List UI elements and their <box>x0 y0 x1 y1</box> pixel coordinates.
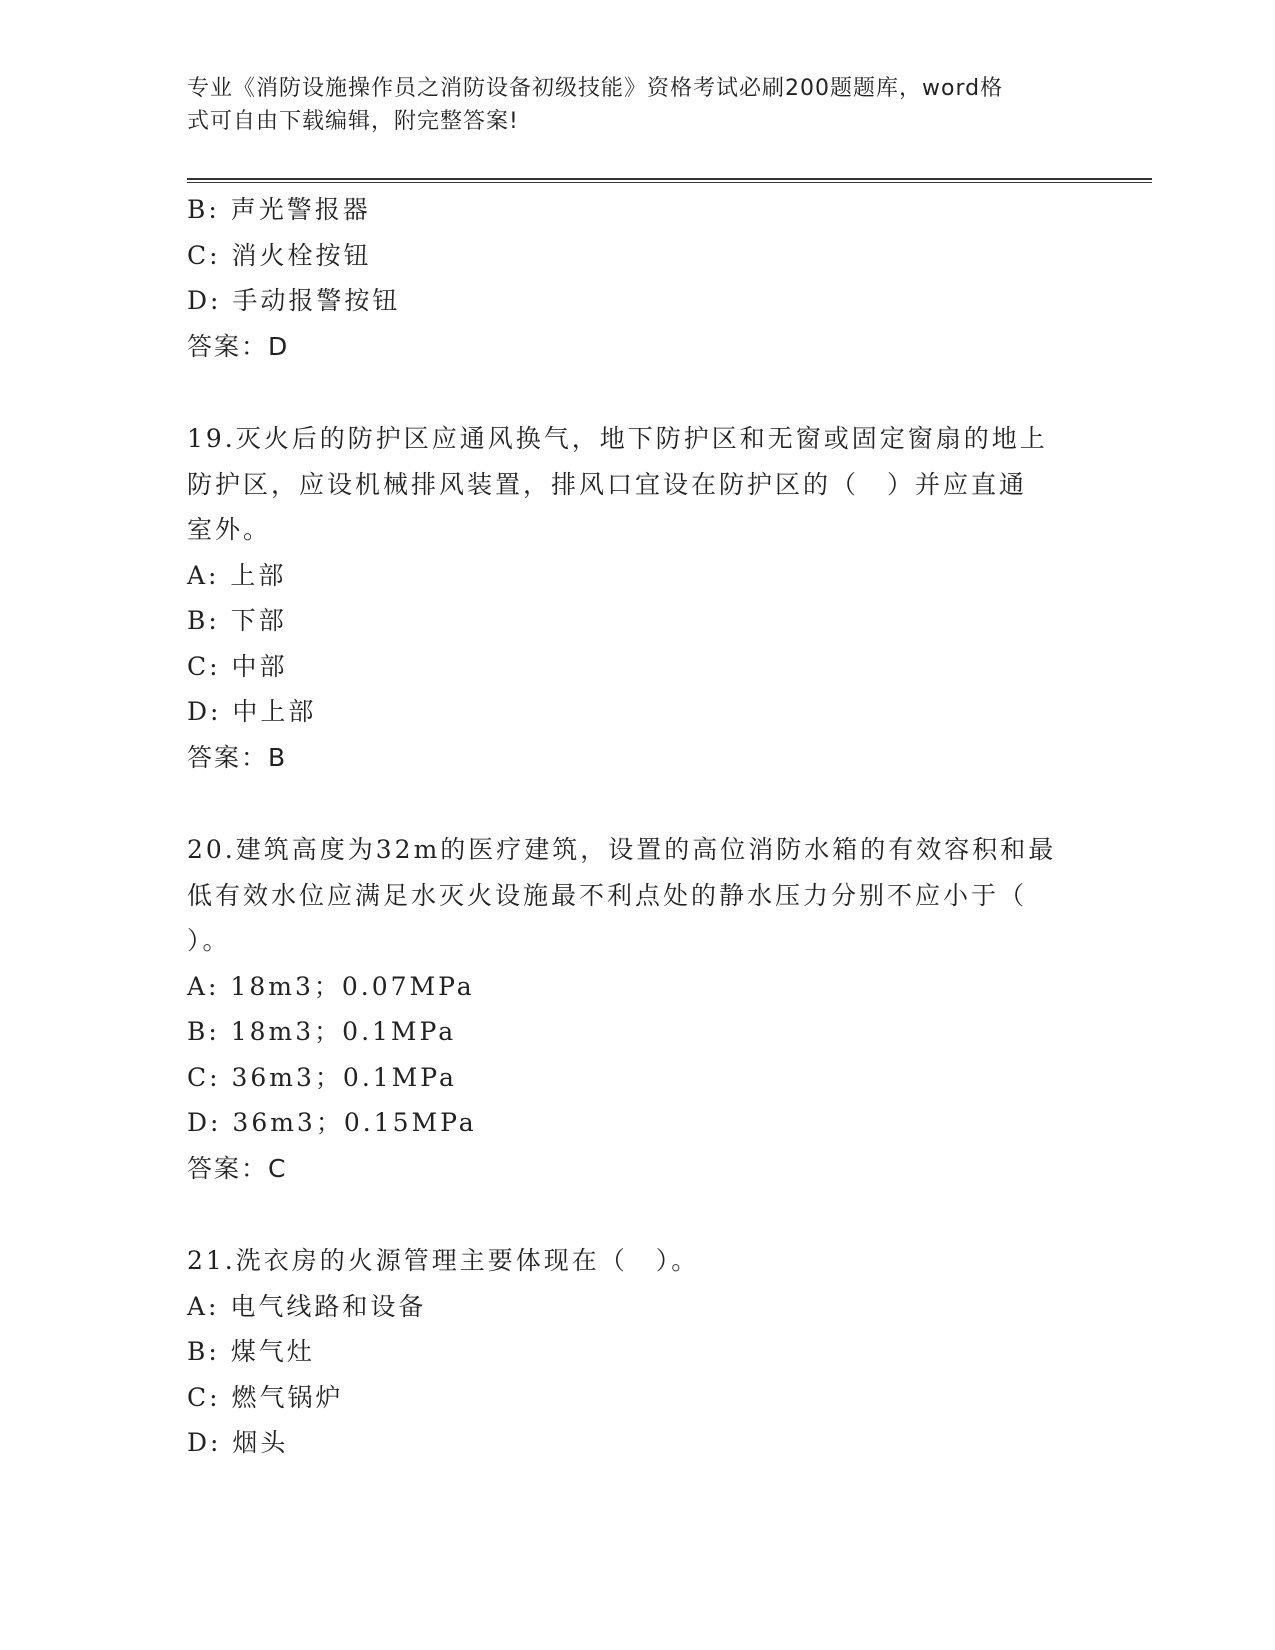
option-d: D: 中上部 <box>187 697 317 726</box>
option-a: A: 电气线路和设备 <box>187 1291 427 1321</box>
header-divider-thick <box>187 178 1152 180</box>
option-d: D: 36m3；0.15MPa <box>187 1108 477 1137</box>
document-header <box>187 72 1067 138</box>
option-c: C: 36m3；0.1MPa <box>187 1062 457 1092</box>
answer-line: 答案：D <box>187 331 290 361</box>
option-c: C: 中部 <box>187 651 288 681</box>
option-b: B: 下部 <box>187 606 287 635</box>
question-gap <box>187 780 1087 827</box>
question-text-line-2: 低有效水位应满足水灭火设施最不利点处的静水压力分别不应小于（ <box>187 880 1028 910</box>
question-text-line-3: 室外。 <box>187 515 272 544</box>
question-21 <box>187 1238 1087 1466</box>
header-line-1: 专业《消防设施操作员之消防设备初级技能》资格考试必刷200题题库，word格 <box>187 76 1004 101</box>
question-18-tail <box>187 187 1087 369</box>
option-a: A: 18m3；0.07MPa <box>187 971 475 1001</box>
option-c: C: 消火栓按钮 <box>187 240 372 270</box>
option-b: B: 18m3；0.1MPa <box>187 1017 457 1046</box>
question-gap <box>187 1191 1087 1238</box>
question-text-line-1: 20.建筑高度为32m的医疗建筑，设置的高位消防水箱的有效容积和最 <box>187 835 1057 864</box>
header-line-2: 式可自由下载编辑，附完整答案! <box>187 109 519 134</box>
question-gap <box>187 369 1087 416</box>
question-text-line-3: ）。 <box>187 926 231 955</box>
question-text-line-2: 防护区，应设机械排风装置，排风口宜设在防护区的（ ）并应直通 <box>187 469 1028 499</box>
question-text-line-1: 21.洗衣房的火源管理主要体现在（ ）。 <box>187 1246 700 1275</box>
answer-line: 答案：B <box>187 742 288 772</box>
option-c: C: 燃气锅炉 <box>187 1382 344 1412</box>
option-a: A: 上部 <box>187 560 287 590</box>
question-19 <box>187 416 1087 780</box>
document-body <box>187 187 1087 1466</box>
option-d: D: 手动报警按钮 <box>187 286 401 315</box>
option-b: B: 煤气灶 <box>187 1337 315 1366</box>
question-20 <box>187 827 1087 1191</box>
question-text-line-1: 19.灭火后的防护区应通风换气，地下防护区和无窗或固定窗扇的地上 <box>187 424 1048 453</box>
header-divider-thin <box>187 182 1152 183</box>
option-d: D: 烟头 <box>187 1428 289 1457</box>
option-b: B: 声光警报器 <box>187 195 371 224</box>
answer-line: 答案：C <box>187 1153 288 1183</box>
